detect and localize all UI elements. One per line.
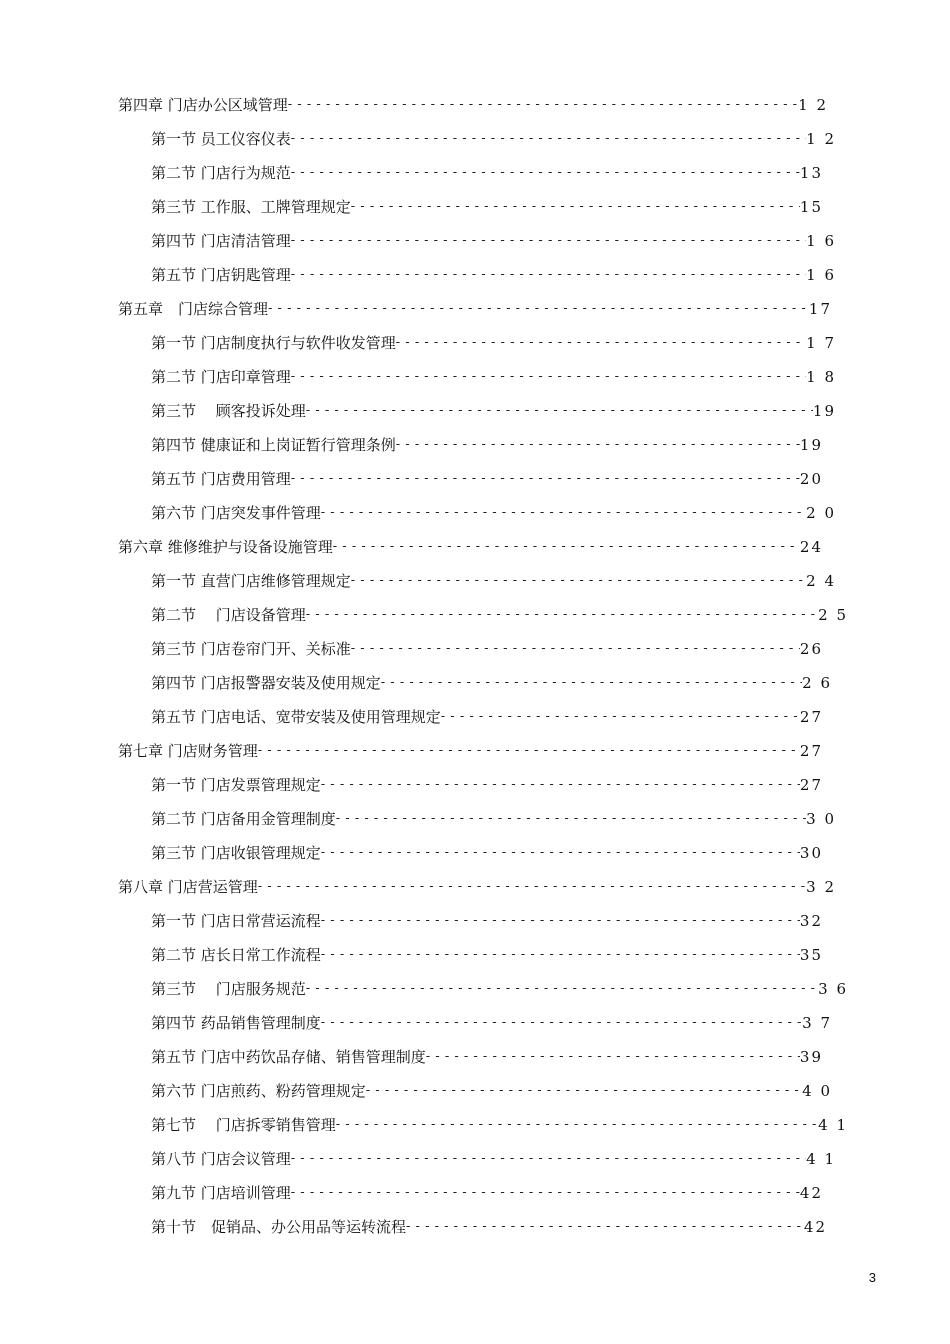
toc-entry-title: 第八章 门店营运管理 [118,878,258,896]
dot-leader [351,572,806,590]
toc-chapter[interactable] [118,92,828,114]
toc-entry-page: 3 0 [806,810,836,828]
toc-section[interactable] [151,364,836,386]
toc-section[interactable] [151,1044,823,1066]
toc-entry-page: 39 [799,1048,823,1066]
toc-entry-page: 17 [808,300,832,318]
dot-leader [426,1048,800,1066]
dot-leader [306,606,818,624]
dot-leader [333,538,800,556]
dot-leader [336,810,806,828]
toc-entry-page: 27 [799,776,823,794]
toc-entry-title: 第五节 门店电话、宽带安装及使用管理规定 [151,708,441,726]
dot-leader [381,674,802,692]
toc-entry-page: 1 6 [806,266,836,284]
toc-entry-page: 26 [799,640,823,658]
toc-section[interactable] [151,1010,832,1032]
toc-entry-page: 2 0 [806,504,836,522]
toc-section[interactable] [151,126,836,148]
toc-section[interactable] [151,670,832,692]
dot-leader [351,198,800,216]
toc-entry-page: 2 6 [802,674,832,692]
toc-section[interactable] [151,194,823,216]
toc-chapter[interactable] [118,874,836,896]
dot-leader [268,300,809,318]
toc-entry-title: 第一节 直营门店维修管理规定 [151,572,351,590]
dot-leader [258,878,806,896]
toc-entry-title: 第五节 门店费用管理 [151,470,291,488]
toc-section[interactable] [151,398,836,420]
toc-section[interactable] [151,772,823,794]
toc-section[interactable] [151,228,836,250]
toc-section[interactable] [151,1112,848,1134]
toc-section[interactable] [151,1214,827,1236]
toc-entry-title: 第二节 门店设备管理 [151,606,306,624]
dot-leader [366,1082,802,1100]
toc-entry-title: 第四节 门店清洁管理 [151,232,291,250]
toc-entry-page: 4 1 [806,1150,836,1168]
toc-entry-title: 第六节 门店突发事件管理 [151,504,321,522]
toc-entry-title: 第十节 促销品、办公用品等运转流程 [151,1218,407,1236]
dot-leader [441,708,800,726]
toc-section[interactable] [151,160,823,182]
dot-leader [291,368,806,386]
toc-entry-page: 35 [799,946,823,964]
dot-leader [321,504,806,522]
dot-leader [288,96,798,114]
toc-entry-page: 3 7 [802,1014,832,1032]
toc-section[interactable] [151,1078,832,1100]
toc-entry-page: 2 5 [818,606,848,624]
toc-entry-page: 13 [799,164,823,182]
toc-entry-page: 1 6 [806,232,836,250]
dot-leader [291,130,806,148]
dot-leader [291,470,800,488]
toc-entry-page: 19 [799,436,823,454]
toc-entry-title: 第一节 门店制度执行与软件收发管理 [151,334,396,352]
toc-entry-page: 3 6 [818,980,848,998]
toc-chapter[interactable] [118,296,832,318]
toc-entry-page: 19 [812,402,836,420]
dot-leader [258,742,800,760]
toc-entry-page: 42 [799,1184,823,1202]
toc-entry-title: 第四章 门店办公区域管理 [118,96,288,114]
dot-leader [291,1184,800,1202]
toc-entry-page: 4 0 [802,1082,832,1100]
dot-leader [396,334,806,352]
toc-entry-title: 第三节 门店收银管理规定 [151,844,321,862]
dot-leader [336,1116,818,1134]
dot-leader [306,980,818,998]
dot-leader [321,776,800,794]
toc-entry-title: 第二节 门店行为规范 [151,164,291,182]
toc-entry-title: 第五节 门店钥匙管理 [151,266,291,284]
toc-section[interactable] [151,568,836,590]
toc-entry-title: 第六节 门店煎药、粉药管理规定 [151,1082,366,1100]
toc-entry-title: 第七章 门店财务管理 [118,742,258,760]
toc-entry-title: 第六章 维修维护与设备设施管理 [118,538,333,556]
dot-leader [351,640,800,658]
dot-leader [291,266,806,284]
toc-entry-page: 30 [799,844,823,862]
toc-section[interactable] [151,1180,823,1202]
toc-entry-page: 42 [803,1218,827,1236]
dot-leader [306,402,813,420]
toc-entry-title: 第四节 健康证和上岗证暂行管理条例 [151,436,396,454]
toc-entry-title: 第四节 药品销售管理制度 [151,1014,321,1032]
toc-entry-page: 27 [799,742,823,760]
dot-leader [396,436,800,454]
toc-entry-page: 15 [799,198,823,216]
dot-leader [291,1150,806,1168]
dot-leader [291,232,806,250]
toc-section[interactable] [151,500,836,522]
toc-entry-title: 第二节 门店备用金管理制度 [151,810,336,828]
toc-entry-title: 第三节 门店服务规范 [151,980,306,998]
toc-entry-title: 第三节 门店卷帘门开、关标准 [151,640,351,658]
dot-leader [321,1014,802,1032]
dot-leader [321,844,800,862]
toc-entry-title: 第四节 门店报警器安装及使用规定 [151,674,381,692]
toc-entry-title: 第九节 门店培训管理 [151,1184,291,1202]
toc-section[interactable] [151,1146,836,1168]
toc-entry-title: 第五章 门店综合管理 [118,300,269,318]
toc-entry-page: 1 2 [798,96,828,114]
toc-entry-title: 第三节 工作服、工牌管理规定 [151,198,351,216]
toc-entry-page: 4 1 [818,1116,848,1134]
toc-entry-title: 第一节 门店日常营运流程 [151,912,321,930]
toc-section[interactable] [151,942,823,964]
dot-leader [321,912,800,930]
toc-section[interactable] [151,330,836,352]
toc-entry-title: 第七节 门店拆零销售管理 [151,1116,336,1134]
toc-entry-page: 32 [799,912,823,930]
toc-entry-page: 20 [799,470,823,488]
toc-section[interactable] [151,262,836,284]
toc-entry-title: 第五节 门店中药饮品存储、销售管理制度 [151,1048,426,1066]
toc-section[interactable] [151,908,823,930]
toc-section[interactable] [151,432,823,454]
toc-entry-page: 27 [799,708,823,726]
toc-entry-title: 第一节 门店发票管理规定 [151,776,321,794]
toc-section[interactable] [151,840,823,862]
toc-entry-title: 第八节 门店会议管理 [151,1150,291,1168]
toc-entry-title: 第二节 门店印章管理 [151,368,291,386]
toc-entry-page: 3 2 [806,878,836,896]
toc-section[interactable] [151,602,848,624]
toc-entry-page: 1 7 [806,334,836,352]
toc-entry-title: 第一节 员工仪容仪表 [151,130,291,148]
toc-section[interactable] [151,466,823,488]
dot-leader [291,164,800,182]
toc-entry-page: 24 [799,538,823,556]
dot-leader [321,946,800,964]
toc-entry-page: 2 4 [806,572,836,590]
toc-chapter[interactable] [118,534,823,556]
toc-entry-page: 1 8 [806,368,836,386]
toc-entry-page: 1 2 [806,130,836,148]
toc-entry-title: 第二节 店长日常工作流程 [151,946,321,964]
dot-leader [406,1218,804,1236]
toc-chapter[interactable] [118,738,823,760]
toc-section[interactable] [151,976,848,998]
toc-entry-title: 第三节 顾客投诉处理 [151,402,306,420]
toc-section[interactable] [151,806,836,828]
page-number: 3 [868,1270,876,1285]
toc-section[interactable] [151,704,823,726]
toc-section[interactable] [151,636,823,658]
